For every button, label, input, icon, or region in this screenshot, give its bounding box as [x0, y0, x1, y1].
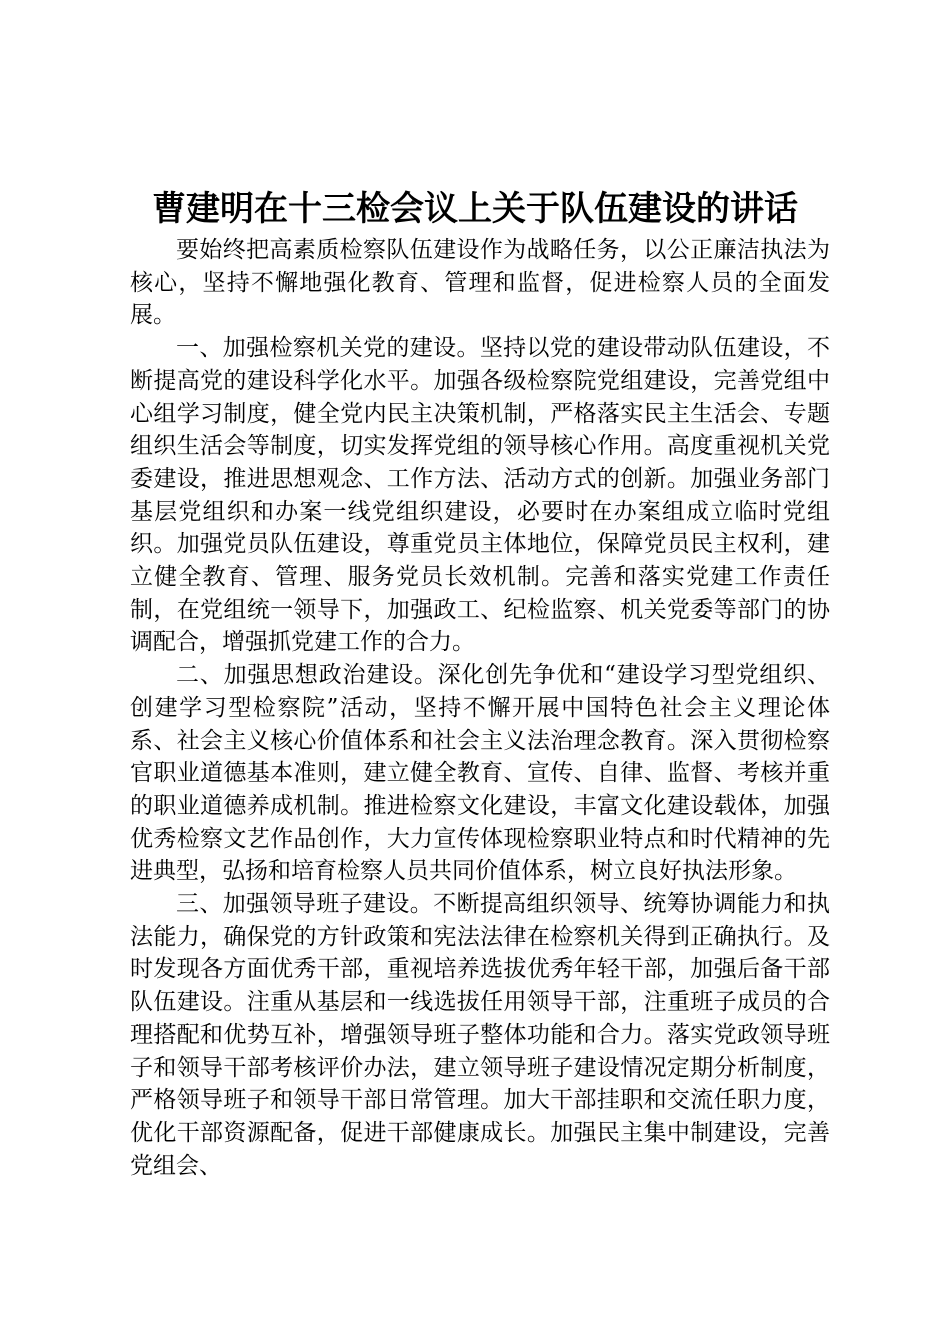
document-title: 曹建明在十三检会议上关于队伍建设的讲话	[152, 189, 798, 229]
document-body	[130, 234, 830, 1182]
paragraph-ideological-building: 二、加强思想政治建设。深化创先争优和“建设学习型党组织、创建学习型检察院”活动，坚持不懈开展中国特色社会主义理论体系、社会主义核心价值体系和社会主义法治理念教育。深入贯彻检察官职业道德基本准则，建立健全教育、宣传、自律、监督、考核并重的职业道德养成机制。推进检察文化建设，丰富文化建设载体，加强优秀检察文艺作品创作，大力宣传体现检察职业特点和时代精神的先进典型，弘扬和培育检察人员共同价值体系，树立良好执法形象。	[130, 662, 830, 885]
paragraph-leadership-building: 三、加强领导班子建设。不断提高组织领导、统筹协调能力和执法能力，确保党的方针政策和宪法法律在检察机关得到正确执行。及时发现各方面优秀干部，重视培养选拔优秀年轻干部，加强后备干部队伍建设。注重从基层和一线选拔任用领导干部，注重班子成员的合理搭配和优势互补，增强领导班子整体功能和合力。落实党政领导班子和领导干部考核评价办法，建立领导班子建设情况定期分析制度，严格领导班子和领导干部日常管理。加大干部挂职和交流任职力度，优化干部资源配备，促进干部健康成长。加强民主集中制建设，完善党组会、	[130, 891, 830, 1179]
paragraph-party-building: 一、加强检察机关党的建设。坚持以党的建设带动队伍建设，不断提高党的建设科学化水平。加强各级检察院党组建设，完善党组中心组学习制度，健全党内民主决策机制，严格落实民主生活会、专题组织生活会等制度，切实发挥党组的领导核心作用。高度重视机关党委建设，推进思想观念、工作方法、活动方式的创新。加强业务部门基层党组织和办案一线党组织建设，必要时在办案组成立临时党组织。加强党员队伍建设，尊重党员主体地位，保障党员民主权利，建立健全教育、管理、服务党员长效机制。完善和落实党建工作责任制，在党组统一领导下，加强政工、纪检监察、机关党委等部门的协调配合，增强抓党建工作的合力。	[130, 335, 830, 656]
paragraph-intro: 要始终把高素质检察队伍建设作为战略任务，以公正廉洁执法为核心，坚持不懈地强化教育、管理和监督，促进检察人员的全面发展。	[130, 237, 830, 329]
